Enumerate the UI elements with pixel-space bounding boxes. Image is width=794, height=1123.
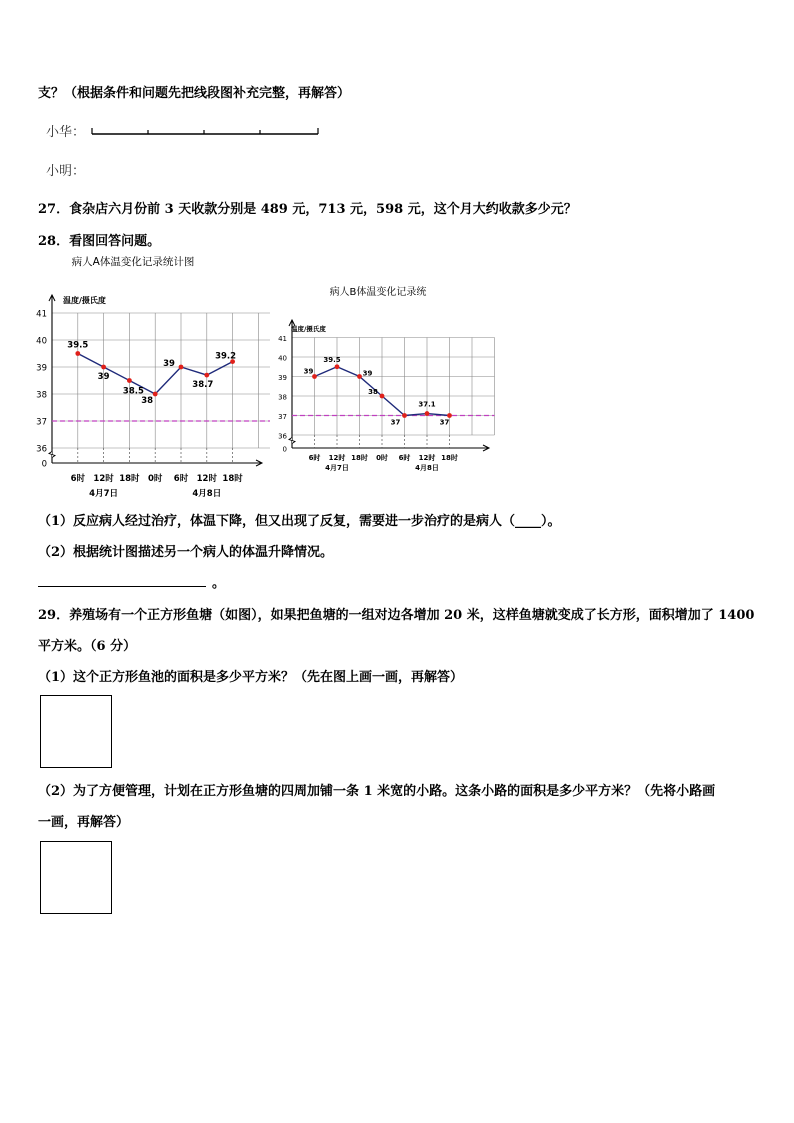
data-point [75, 351, 80, 356]
y-axis-label: 温度/摄氏度 [63, 296, 106, 305]
data-label: 37 [390, 418, 401, 427]
y-tick-label: 41 [36, 309, 47, 320]
q29-text-line1: 29．养殖场有一个正方形鱼塘（如图），如果把鱼塘的一组对边各增加 20 米，这样鱼塘就变成了长方形，面积增加了 1400 [38, 608, 755, 623]
data-label: 39 [163, 359, 175, 369]
y-tick-label: 39 [36, 363, 47, 374]
y-tick-label: 37 [36, 417, 47, 428]
x-tick-label: 12时 [418, 454, 436, 462]
data-point [380, 394, 385, 399]
x-tick-label: 18时 [441, 454, 458, 462]
x-tick-label: 6时 [398, 454, 411, 462]
q28-sub2: （2）根据统计图描述另一个病人的体温升降情况。 [38, 545, 334, 560]
date-label: 4月7日 [325, 464, 349, 472]
date-label: 4月8日 [192, 489, 222, 499]
xiaohua-segment [90, 124, 322, 138]
date-label: 4月7日 [89, 489, 119, 499]
x-tick-label: 6时 [173, 474, 189, 484]
q29-sub2-line2: 一画，再解答） [38, 815, 130, 830]
data-label: 38 [141, 396, 154, 406]
data-label: 39 [362, 369, 373, 378]
data-label: 39.5 [323, 355, 341, 364]
data-point [179, 365, 184, 370]
y-tick-label: 41 [278, 335, 287, 343]
x-tick-label: 18时 [222, 474, 243, 484]
x-tick-label: 0时 [376, 454, 388, 462]
x-tick-label: 0时 [147, 474, 163, 484]
chart-patient-a [30, 250, 270, 505]
data-point [425, 411, 430, 416]
data-point [101, 365, 106, 370]
x-tick-label: 6时 [70, 474, 86, 484]
data-label: 37.1 [418, 400, 436, 409]
data-label: 39.5 [67, 340, 89, 351]
y-tick-label: 39 [278, 374, 287, 382]
answer-blank-line[interactable] [38, 586, 206, 587]
axis-break-mark [49, 452, 55, 458]
y-tick-label: 0 [282, 445, 287, 454]
data-label: 39 [303, 367, 314, 376]
chart-title: 病人A体温变化记录统计图 [71, 256, 195, 268]
y-tick-label: 40 [278, 354, 287, 363]
data-point [335, 364, 340, 369]
data-label: 38.5 [122, 386, 144, 397]
q29-text-line2: 平方米。（6 分） [38, 639, 137, 654]
q28-sub1: （1）反应病人经过治疗，体温下降，但又出现了反复，需要进一步治疗的是病人（____）。 [38, 514, 561, 529]
xiaoming-label: 小明： [46, 164, 86, 179]
y-tick-label: 38 [278, 393, 287, 402]
data-label: 39.2 [215, 351, 237, 362]
y-axis-label: 温度/摄氏度 [291, 325, 326, 333]
date-label: 4月8日 [415, 464, 439, 472]
x-tick-label: 18时 [119, 474, 140, 484]
q29-sub2-line1: （2）为了方便管理，计划在正方形鱼塘的四周加铺一条 1 米宽的小路。这条小路的面积是多少平方米？（先将小路画 [38, 784, 716, 799]
chart-title: 病人B体温变化记录统 [329, 287, 427, 298]
data-point [127, 378, 132, 383]
x-tick-label: 12时 [196, 474, 217, 484]
data-label: 37 [439, 418, 450, 427]
xiaohua-label: 小华： [46, 125, 86, 140]
y-tick-label: 0 [41, 459, 47, 470]
x-tick-label: 12时 [328, 454, 346, 462]
q28-text: 28．看图回答问题。 [38, 234, 161, 249]
y-tick-label: 38 [36, 390, 47, 401]
y-tick-label: 40 [36, 336, 47, 347]
y-tick-label: 36 [278, 432, 287, 441]
axis-break-mark [289, 438, 295, 444]
data-point [153, 392, 158, 397]
x-tick-label: 6时 [308, 454, 321, 462]
data-point [357, 374, 362, 379]
chart-patient-b [270, 280, 495, 475]
data-point [402, 413, 407, 418]
answer-end-mark: 。 [212, 576, 226, 591]
data-label: 38 [368, 388, 378, 396]
q26-tail-text: 支？（根据条件和问题先把线段图补充完整，再解答） [38, 86, 351, 101]
data-point [447, 413, 452, 418]
data-label: 39 [97, 372, 110, 382]
square-pond-figure-2 [40, 841, 112, 914]
y-tick-label: 36 [36, 444, 47, 455]
q29-sub1: （1）这个正方形鱼池的面积是多少平方米？（先在图上画一画，再解答） [38, 670, 464, 685]
data-label: 38.7 [192, 380, 214, 391]
y-tick-label: 37 [278, 413, 287, 421]
square-pond-figure-1 [40, 695, 112, 768]
x-tick-label: 12时 [93, 474, 114, 484]
q27-text: 27．食杂店六月份前 3 天收款分别是 489 元，713 元，598 元，这个月大约收款多少元？ [38, 202, 577, 217]
x-tick-label: 18时 [351, 454, 368, 462]
data-point [204, 373, 209, 378]
